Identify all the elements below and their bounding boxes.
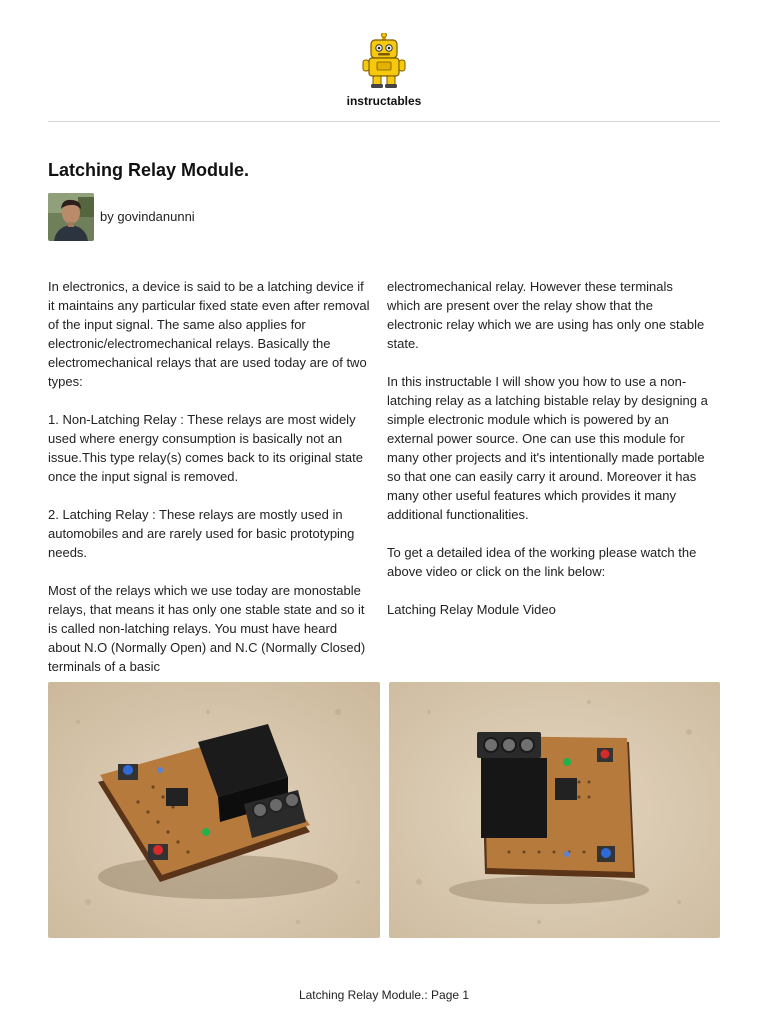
paragraph: Most of the relays which we use today are monostable relays, that means it has only one stable state and so it is called non-latching relays. You must have heard about N.O (Normally Open) and N.C (Normally Closed) terminals of a basic bbox=[48, 583, 366, 674]
relay-module-photo-angled bbox=[48, 682, 380, 938]
paragraph: 1. Non-Latching Relay : These relays are most widely used where energy consumption is basically not an issue.This type relay(s) comes back to its original state once the input signal is removed. bbox=[48, 412, 364, 484]
paragraph: In this instructable I will show you how to use a non-latching relay as a latching bistable relay by designing a simple electronic module which is powered by an external power source. One can use this module for many other projects and it's intentionally made portable so that one can easily carry it around. Moreover it has many other useful features which provides it many additional functionalities. bbox=[387, 374, 708, 522]
author-avatar[interactable] bbox=[48, 193, 94, 241]
paragraph: To get a detailed idea of the working please watch the above video or click on the link below: bbox=[387, 545, 697, 579]
page-header bbox=[0, 0, 768, 122]
page-footer: Latching Relay Module.: Page 1 bbox=[298, 988, 470, 1002]
relay-photo-icon bbox=[389, 682, 720, 938]
relay-module-photo-top bbox=[389, 682, 720, 938]
page-title: Latching Relay Module. bbox=[48, 160, 250, 180]
header-divider bbox=[48, 121, 720, 122]
video-link[interactable]: Latching Relay Module Video bbox=[387, 602, 556, 617]
instructables-robot-icon bbox=[362, 33, 406, 89]
body-column-left bbox=[48, 277, 370, 695]
body-column-right bbox=[387, 277, 709, 638]
paragraph: electromechanical relay. However these terminals which are present over the relay show that the electronic relay which we are using has only one stable state. bbox=[387, 279, 705, 351]
paragraph: 2. Latching Relay : These relays are mostly used in automobiles and are rarely used for basic prototyping needs. bbox=[48, 507, 355, 560]
relay-photo-icon bbox=[48, 682, 380, 938]
paragraph: In electronics, a device is said to be a latching device if it maintains any particular fixed state even after removal of the input signal. The same also applies for electronic/electromechanical relays. Basically the electromechanical relays that are used today are of two types: bbox=[48, 279, 370, 389]
brand-name[interactable]: instructables bbox=[346, 94, 422, 108]
avatar-photo-icon bbox=[48, 193, 94, 241]
author-byline[interactable]: by govindanunni bbox=[100, 209, 195, 224]
